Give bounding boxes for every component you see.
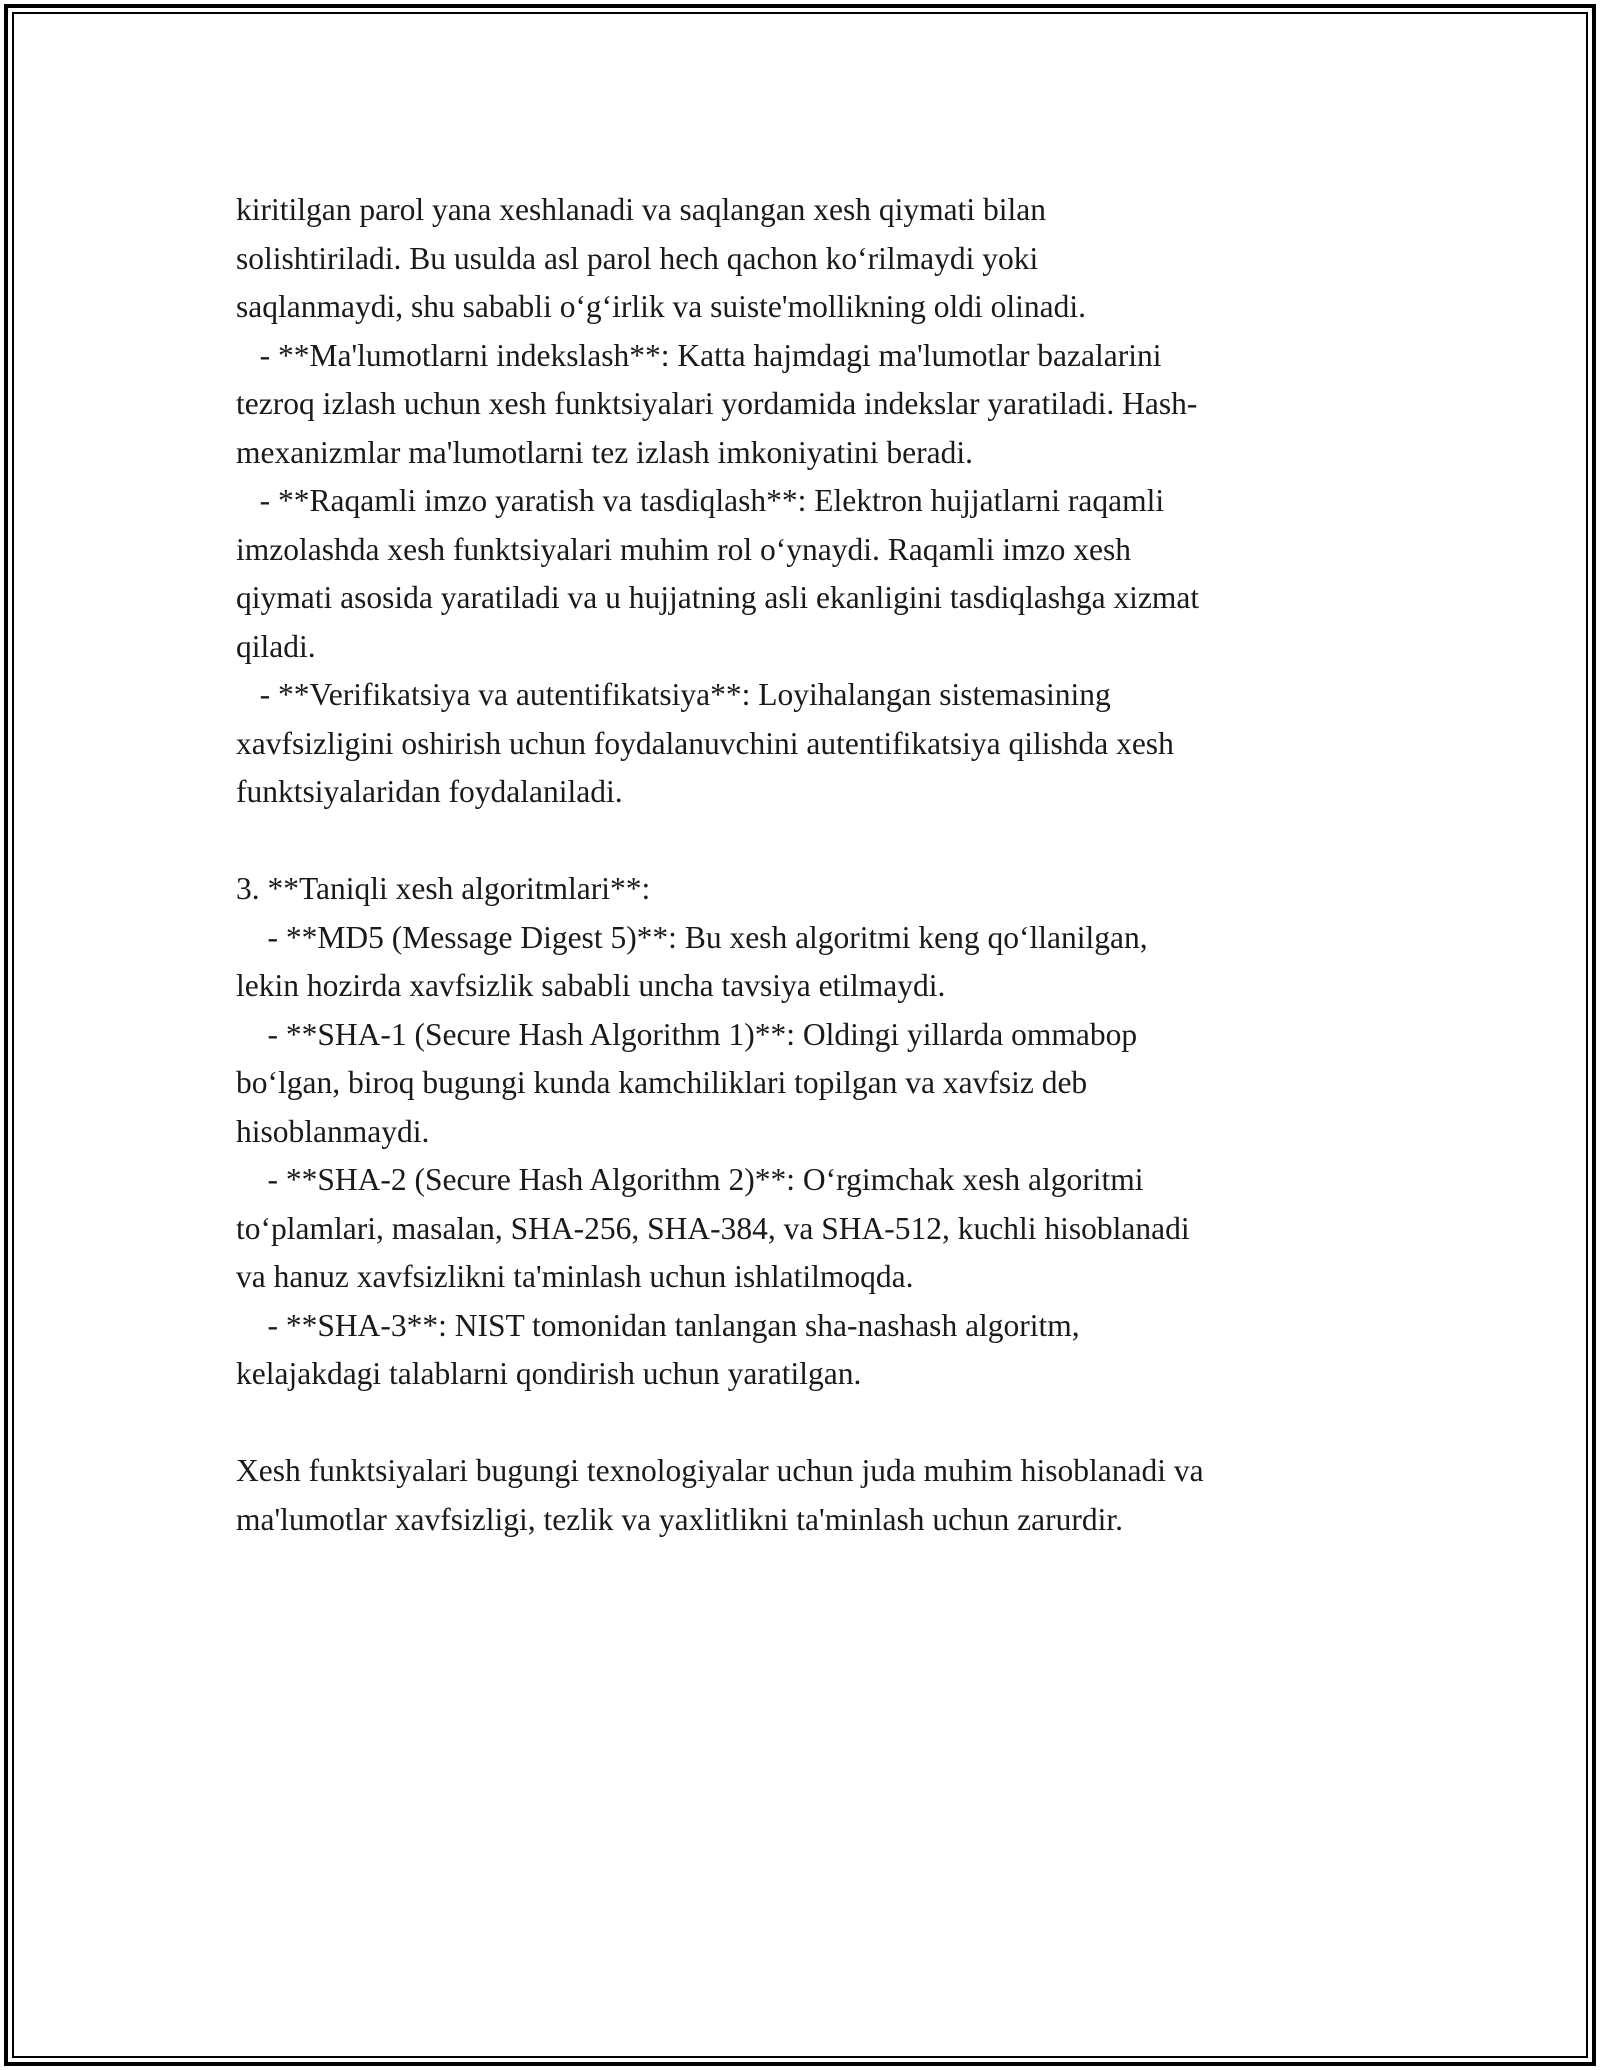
text-line: qiladi. xyxy=(236,628,316,664)
list-item-md5: - **MD5 (Message Digest 5)**: Bu xesh algoritmi keng qo‘llanilgan, xyxy=(236,919,1148,955)
list-item-digital-signature: - **Raqamli imzo yaratish va tasdiqlash**: Elektron hujjatlarni raqamli xyxy=(236,483,1165,518)
text-line: kelajakdagi talablarni qondirish uchun yaratilgan. xyxy=(236,1356,862,1391)
list-item-sha1: - **SHA-1 (Secure Hash Algorithm 1)**: Oldingi yillarda ommabop xyxy=(236,1016,1138,1052)
text-line: solishtiriladi. Bu usulda asl parol hech qachon ko‘rilmaydi yoki xyxy=(236,240,1039,276)
text-line: bo‘lgan, biroq bugungi kunda kamchiliklari topilgan va xavfsiz deb xyxy=(236,1065,1088,1100)
section-heading-algorithms: 3. **Taniqli xesh algoritmlari**: xyxy=(236,871,651,906)
text-line: hisoblanmaydi. xyxy=(236,1113,430,1149)
text-line: funktsiyalaridan foydalaniladi. xyxy=(236,774,623,809)
list-item-sha3: - **SHA-3**: NIST tomonidan tanlangan sha-nashash algoritm, xyxy=(236,1307,1080,1343)
text-line: va hanuz xavfsizlikni ta'minlash uchun ishlatilmoqda. xyxy=(236,1259,914,1294)
text-line: qiymati asosida yaratiladi va u hujjatning asli ekanligini tasdiqlashga xizmat xyxy=(236,580,1200,615)
text-line: to‘plamlari, masalan, SHA-256, SHA-384, va SHA-512, kuchli hisoblanadi xyxy=(236,1210,1190,1246)
text-line: xavfsizligini oshirish uchun foydalanuvchini autentifikatsiya qilishda xesh xyxy=(236,725,1174,761)
list-item-sha2: - **SHA-2 (Secure Hash Algorithm 2)**: O‘rgimchak xesh algoritmi xyxy=(236,1162,1144,1197)
text-line: tezroq izlash uchun xesh funktsiyalari yordamida indekslar yaratiladi. Hash- xyxy=(236,386,1198,421)
conclusion-line: Xesh funktsiyalari bugungi texnologiyalar uchun juda muhim hisoblanadi va xyxy=(236,1453,1204,1488)
paragraph-spacer xyxy=(236,817,1376,866)
text-line: kiritilgan parol yana xeshlanadi va saqlangan xesh qiymati bilan xyxy=(236,192,1047,227)
list-item-indexing: - **Ma'lumotlarni indekslash**: Katta hajmdagi ma'lumotlar bazalarini xyxy=(236,337,1162,373)
conclusion-line: ma'lumotlar xavfsizligi, tezlik va yaxlitlikni ta'minlash uchun zarurdir. xyxy=(236,1501,1123,1537)
list-item-verification: - **Verifikatsiya va autentifikatsiya**: Loyihalangan sistemasining xyxy=(236,677,1111,712)
text-line: mexanizmlar ma'lumotlarni tez izlash imkoniyatini beradi. xyxy=(236,434,973,470)
paragraph-spacer xyxy=(236,1399,1376,1448)
text-line: lekin hozirda xavfsizlik sababli uncha tavsiya etilmaydi. xyxy=(236,968,946,1003)
text-line: saqlanmaydi, shu sababli o‘g‘irlik va suiste'mollikning oldi olinadi. xyxy=(236,289,1086,324)
text-line: imzolashda xesh funktsiyalari muhim rol o‘ynaydi. Raqamli imzo xesh xyxy=(236,531,1131,567)
document-body xyxy=(236,186,1376,1544)
